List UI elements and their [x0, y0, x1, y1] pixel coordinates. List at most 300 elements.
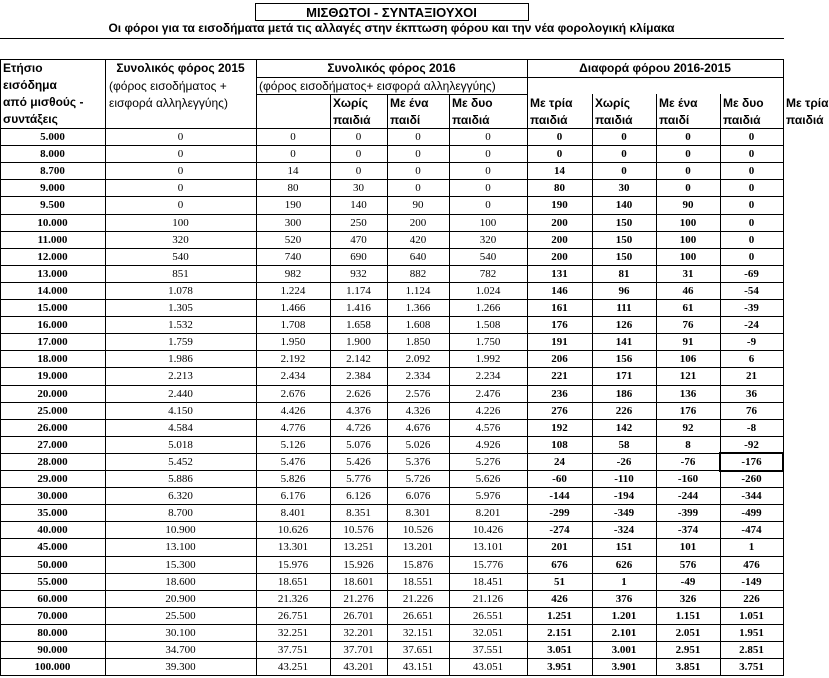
tax-diff-cell[interactable]: -260 — [741, 473, 762, 485]
tax-diff-cell[interactable]: 676 — [551, 558, 568, 571]
income-cell[interactable]: 9.000 — [40, 182, 65, 195]
tax-diff-cell[interactable]: -176 — [741, 455, 762, 468]
tax-2016-cell[interactable]: 0 — [355, 131, 362, 143]
tax-2016-cell[interactable]: 0 — [355, 148, 362, 161]
tax-diff-cell[interactable]: 0 — [748, 165, 755, 178]
tax-2016-cell[interactable]: 10.426 — [472, 524, 504, 537]
tax-2016-cell[interactable]: 5.076 — [346, 438, 371, 451]
tax-2015-cell[interactable]: 0 — [177, 165, 184, 178]
tax-diff-cell[interactable]: -324 — [613, 524, 635, 537]
tax-diff-cell[interactable]: 221 — [551, 370, 568, 383]
tax-diff-cell[interactable]: 0 — [685, 182, 691, 195]
tax-diff-cell[interactable]: 142 — [615, 421, 633, 434]
tax-2016-cell[interactable]: 26.701 — [343, 609, 374, 622]
tax-2016-cell[interactable]: 8.401 — [280, 507, 306, 520]
tax-diff-cell[interactable]: 3.751 — [739, 661, 764, 674]
tax-2016-cell[interactable]: 21.326 — [277, 592, 309, 605]
tax-2016-cell[interactable]: 15.976 — [277, 558, 309, 571]
tax-2016-cell[interactable]: 4.926 — [475, 438, 501, 451]
tax-2016-cell[interactable]: 8.301 — [405, 507, 431, 520]
tax-2016-cell[interactable]: 200 — [409, 216, 427, 229]
income-cell[interactable]: 26.000 — [37, 421, 68, 434]
tax-2016-cell[interactable]: 4.776 — [280, 421, 306, 434]
tax-2015-cell[interactable]: 540 — [172, 250, 189, 263]
tax-diff-cell[interactable]: 0 — [685, 165, 691, 178]
tax-diff-cell[interactable]: 80 — [554, 182, 565, 195]
tax-2016-cell[interactable]: 6.126 — [346, 490, 371, 503]
tax-2016-cell[interactable]: 0 — [355, 165, 362, 178]
tax-2015-cell[interactable]: 0 — [177, 182, 184, 195]
tax-2015-cell[interactable]: 1.986 — [168, 353, 193, 366]
tax-2016-cell[interactable]: 100 — [479, 216, 497, 229]
tax-2015-cell[interactable]: 39.300 — [165, 661, 196, 674]
tax-2016-cell[interactable]: 5.126 — [280, 438, 306, 451]
tax-diff-cell[interactable]: 1 — [748, 541, 755, 554]
tax-2016-cell[interactable]: 0 — [485, 131, 491, 143]
income-cell[interactable]: 50.000 — [37, 558, 68, 571]
tax-2016-cell[interactable]: 1.658 — [346, 319, 371, 332]
tax-2015-cell[interactable]: 25.500 — [165, 609, 196, 622]
tax-diff-cell[interactable]: 2.151 — [547, 626, 572, 639]
tax-diff-cell[interactable]: -374 — [677, 524, 699, 537]
tax-diff-cell[interactable]: 146 — [551, 284, 568, 297]
tax-diff-cell[interactable]: 376 — [615, 592, 633, 605]
tax-diff-cell[interactable]: 176 — [679, 404, 697, 417]
tax-2016-cell[interactable]: 5.726 — [405, 473, 431, 485]
tax-2016-cell[interactable]: 0 — [485, 165, 491, 178]
tax-2016-cell[interactable]: 10.526 — [402, 524, 434, 537]
tax-diff-cell[interactable]: -399 — [677, 507, 699, 520]
income-cell[interactable]: 80.000 — [37, 626, 68, 639]
tax-2016-cell[interactable]: 37.551 — [472, 644, 504, 656]
tax-diff-cell[interactable]: -344 — [741, 490, 762, 503]
tax-2016-cell[interactable]: 2.192 — [280, 353, 306, 366]
tax-2016-cell[interactable]: 21.276 — [343, 592, 374, 605]
tax-diff-cell[interactable]: 2.051 — [675, 626, 701, 639]
tax-2016-cell[interactable]: 14 — [287, 165, 299, 178]
tax-diff-cell[interactable]: 108 — [551, 438, 568, 451]
tax-2016-cell[interactable]: 4.726 — [346, 421, 371, 434]
tax-2016-cell[interactable]: 540 — [479, 250, 497, 263]
tax-diff-cell[interactable]: 3.951 — [547, 661, 572, 674]
tax-2016-cell[interactable]: 1.992 — [475, 353, 501, 366]
tax-diff-cell[interactable]: 131 — [551, 267, 568, 280]
tax-2016-cell[interactable]: 2.676 — [280, 387, 306, 400]
tax-2015-cell[interactable]: 13.100 — [165, 541, 196, 554]
tax-diff-cell[interactable]: -499 — [741, 507, 762, 520]
tax-diff-cell[interactable]: 0 — [748, 250, 755, 263]
tax-2016-cell[interactable]: 2.576 — [405, 387, 431, 400]
tax-2016-cell[interactable]: 6.076 — [405, 490, 431, 503]
tax-2016-cell[interactable]: 15.876 — [402, 558, 434, 571]
tax-2015-cell[interactable]: 5.886 — [168, 473, 193, 485]
tax-2016-cell[interactable]: 250 — [350, 216, 367, 229]
tax-2016-cell[interactable]: 0 — [415, 148, 421, 161]
tax-2016-cell[interactable]: 1.608 — [405, 319, 431, 332]
tax-2015-cell[interactable]: 15.300 — [165, 558, 196, 571]
income-cell[interactable]: 19.000 — [37, 370, 68, 383]
tax-diff-cell[interactable]: 100 — [679, 250, 697, 263]
tax-2016-cell[interactable]: 0 — [485, 148, 491, 161]
tax-diff-cell[interactable]: 0 — [556, 148, 563, 161]
tax-diff-cell[interactable]: 140 — [615, 199, 633, 212]
tax-diff-cell[interactable]: 176 — [551, 319, 568, 332]
tax-2016-cell[interactable]: 13.201 — [402, 541, 434, 554]
tax-diff-cell[interactable]: 226 — [743, 592, 760, 605]
tax-2016-cell[interactable]: 10.626 — [277, 524, 309, 537]
income-cell[interactable]: 40.000 — [37, 524, 68, 537]
tax-diff-cell[interactable]: 3.851 — [675, 661, 701, 674]
tax-diff-cell[interactable]: 3.051 — [547, 644, 572, 656]
tax-diff-cell[interactable]: -274 — [549, 524, 570, 537]
tax-2016-cell[interactable]: 32.251 — [277, 626, 309, 639]
tax-2016-cell[interactable]: 1.024 — [475, 284, 501, 297]
tax-2016-cell[interactable]: 1.850 — [405, 336, 431, 349]
income-cell[interactable]: 18.000 — [37, 353, 68, 366]
tax-diff-cell[interactable]: 0 — [685, 131, 691, 143]
tax-diff-cell[interactable]: -92 — [744, 438, 759, 451]
tax-diff-cell[interactable]: 326 — [679, 592, 697, 605]
tax-2016-cell[interactable]: 13.251 — [343, 541, 374, 554]
tax-diff-cell[interactable]: -299 — [549, 507, 570, 520]
tax-diff-cell[interactable]: 96 — [618, 284, 630, 297]
tax-2016-cell[interactable]: 2.434 — [280, 370, 306, 383]
tax-diff-cell[interactable]: 2.101 — [611, 626, 637, 639]
tax-2016-cell[interactable]: 18.601 — [343, 575, 374, 588]
income-cell[interactable]: 27.000 — [37, 438, 68, 451]
tax-2016-cell[interactable]: 2.384 — [346, 370, 371, 383]
tax-2016-cell[interactable]: 43.251 — [277, 661, 309, 674]
tax-diff-cell[interactable]: 0 — [748, 233, 755, 246]
tax-diff-cell[interactable]: 191 — [551, 336, 568, 349]
tax-diff-cell[interactable]: 200 — [551, 216, 568, 229]
tax-2016-cell[interactable]: 5.026 — [405, 438, 431, 451]
tax-2016-cell[interactable]: 882 — [409, 267, 427, 280]
tax-2016-cell[interactable]: 21.126 — [472, 592, 504, 605]
tax-2015-cell[interactable]: 1.759 — [168, 336, 193, 349]
tax-diff-cell[interactable]: 0 — [685, 148, 691, 161]
tax-diff-cell[interactable]: 201 — [551, 541, 568, 554]
tax-2016-cell[interactable]: 4.676 — [405, 421, 431, 434]
tax-2016-cell[interactable]: 15.776 — [472, 558, 504, 571]
tax-2016-cell[interactable]: 4.376 — [346, 404, 371, 417]
tax-diff-cell[interactable]: 100 — [679, 216, 697, 229]
tax-diff-cell[interactable]: 8 — [685, 438, 691, 451]
tax-diff-cell[interactable]: 0 — [748, 148, 755, 161]
tax-diff-cell[interactable]: 236 — [551, 387, 568, 400]
tax-2016-cell[interactable]: 1.466 — [280, 302, 306, 314]
tax-diff-cell[interactable]: 31 — [682, 267, 694, 280]
income-cell[interactable]: 14.000 — [37, 284, 68, 297]
tax-diff-cell[interactable]: 150 — [615, 250, 633, 263]
tax-2016-cell[interactable]: 140 — [350, 199, 367, 212]
tax-2016-cell[interactable]: 2.626 — [346, 387, 371, 400]
tax-2016-cell[interactable]: 6.176 — [280, 490, 306, 503]
tax-diff-cell[interactable]: 2.851 — [739, 644, 764, 656]
tax-2016-cell[interactable]: 2.142 — [346, 353, 371, 366]
income-cell[interactable]: 13.000 — [37, 267, 68, 280]
tax-2016-cell[interactable]: 10.576 — [343, 524, 374, 537]
tax-2015-cell[interactable]: 2.213 — [168, 370, 193, 383]
tax-2016-cell[interactable]: 18.451 — [472, 575, 504, 588]
tax-2016-cell[interactable]: 520 — [284, 233, 302, 246]
income-cell[interactable]: 11.000 — [37, 233, 68, 246]
tax-diff-cell[interactable]: 141 — [615, 336, 633, 349]
tax-2016-cell[interactable]: 782 — [479, 267, 497, 280]
tax-2016-cell[interactable]: 1.708 — [280, 319, 306, 332]
income-cell[interactable]: 25.000 — [37, 404, 68, 417]
tax-diff-cell[interactable]: 156 — [615, 353, 633, 366]
tax-diff-cell[interactable]: 0 — [621, 165, 627, 178]
tax-2016-cell[interactable]: 1.124 — [405, 284, 431, 297]
income-cell[interactable]: 17.000 — [37, 336, 68, 349]
tax-diff-cell[interactable]: 626 — [615, 558, 633, 571]
tax-diff-cell[interactable]: 192 — [551, 421, 568, 434]
tax-2016-cell[interactable]: 1.174 — [346, 284, 371, 297]
tax-2015-cell[interactable]: 0 — [177, 131, 184, 143]
tax-diff-cell[interactable]: 161 — [551, 302, 568, 314]
tax-diff-cell[interactable]: 200 — [551, 250, 568, 263]
tax-2016-cell[interactable]: 80 — [287, 182, 299, 195]
tax-2016-cell[interactable]: 1.266 — [475, 302, 501, 314]
tax-diff-cell[interactable]: 51 — [554, 575, 565, 588]
income-cell[interactable]: 8.000 — [40, 148, 65, 161]
tax-2016-cell[interactable]: 4.326 — [405, 404, 431, 417]
income-cell[interactable]: 8.700 — [40, 165, 65, 178]
tax-diff-cell[interactable]: 136 — [679, 387, 697, 400]
tax-diff-cell[interactable]: 0 — [748, 182, 755, 195]
tax-diff-cell[interactable]: 0 — [621, 148, 627, 161]
tax-diff-cell[interactable]: -474 — [741, 524, 762, 537]
income-cell[interactable]: 16.000 — [37, 319, 68, 332]
tax-diff-cell[interactable]: 190 — [551, 199, 568, 212]
income-cell[interactable]: 28.000 — [37, 455, 68, 468]
tax-2015-cell[interactable]: 10.900 — [165, 524, 196, 537]
tax-diff-cell[interactable]: -110 — [614, 473, 634, 485]
tax-2016-cell[interactable]: 13.101 — [472, 541, 504, 554]
income-cell[interactable]: 90.000 — [37, 644, 68, 656]
tax-diff-cell[interactable]: -54 — [744, 284, 759, 297]
tax-diff-cell[interactable]: -9 — [746, 336, 757, 349]
tax-diff-cell[interactable]: 186 — [615, 387, 633, 400]
tax-diff-cell[interactable]: -26 — [616, 455, 632, 468]
tax-diff-cell[interactable]: 151 — [615, 541, 633, 554]
tax-diff-cell[interactable]: -144 — [549, 490, 570, 503]
income-cell[interactable]: 60.000 — [37, 592, 68, 605]
income-cell[interactable]: 15.000 — [37, 302, 68, 314]
tax-2016-cell[interactable]: 37.701 — [343, 644, 374, 656]
tax-2016-cell[interactable]: 0 — [485, 182, 491, 195]
tax-2016-cell[interactable]: 1.950 — [280, 336, 306, 349]
tax-2016-cell[interactable]: 1.224 — [280, 284, 306, 297]
tax-2016-cell[interactable]: 982 — [284, 267, 302, 280]
tax-2015-cell[interactable]: 320 — [172, 233, 189, 246]
tax-diff-cell[interactable]: 111 — [616, 302, 632, 314]
tax-2016-cell[interactable]: 18.651 — [277, 575, 309, 588]
income-cell[interactable]: 45.000 — [37, 541, 68, 554]
tax-2016-cell[interactable]: 4.226 — [475, 404, 501, 417]
tax-2016-cell[interactable]: 420 — [409, 233, 427, 246]
tax-2016-cell[interactable]: 0 — [485, 199, 491, 212]
tax-2015-cell[interactable]: 0 — [177, 148, 184, 161]
tax-2015-cell[interactable]: 5.452 — [168, 455, 193, 468]
tax-2016-cell[interactable]: 5.426 — [346, 455, 371, 468]
income-cell[interactable]: 12.000 — [37, 250, 68, 263]
tax-2016-cell[interactable]: 26.551 — [472, 609, 504, 622]
tax-2016-cell[interactable]: 190 — [284, 199, 302, 212]
tax-diff-cell[interactable]: 101 — [679, 541, 697, 554]
tax-2016-cell[interactable]: 2.476 — [475, 387, 501, 400]
tax-2016-cell[interactable]: 932 — [350, 267, 367, 280]
income-cell[interactable]: 35.000 — [37, 507, 68, 520]
tax-2015-cell[interactable]: 851 — [172, 267, 189, 280]
tax-2016-cell[interactable]: 90 — [412, 199, 424, 212]
tax-2016-cell[interactable]: 18.551 — [402, 575, 434, 588]
tax-2016-cell[interactable]: 470 — [350, 233, 367, 246]
tax-diff-cell[interactable]: 3.901 — [611, 661, 637, 674]
tax-diff-cell[interactable]: 14 — [554, 165, 565, 178]
tax-diff-cell[interactable]: 126 — [615, 319, 633, 332]
tax-2015-cell[interactable]: 20.900 — [165, 592, 196, 605]
tax-diff-cell[interactable]: 100 — [679, 233, 697, 246]
tax-2016-cell[interactable]: 4.576 — [475, 421, 501, 434]
tax-diff-cell[interactable]: 1.201 — [611, 609, 637, 622]
tax-diff-cell[interactable]: 76 — [682, 319, 694, 332]
tax-2016-cell[interactable]: 5.626 — [475, 473, 501, 485]
tax-2016-cell[interactable]: 2.234 — [475, 370, 501, 383]
tax-2016-cell[interactable]: 32.151 — [402, 626, 434, 639]
income-cell[interactable]: 70.000 — [37, 609, 68, 622]
tax-diff-cell[interactable]: 476 — [743, 558, 760, 571]
tax-diff-cell[interactable]: 46 — [682, 284, 694, 297]
tax-diff-cell[interactable]: -194 — [613, 490, 635, 503]
tax-2016-cell[interactable]: 1.750 — [475, 336, 501, 349]
tax-diff-cell[interactable]: 1.951 — [739, 626, 764, 639]
tax-diff-cell[interactable]: 3.001 — [611, 644, 637, 656]
tax-diff-cell[interactable]: -349 — [613, 507, 635, 520]
tax-2016-cell[interactable]: 4.426 — [280, 404, 306, 417]
tax-diff-cell[interactable]: 36 — [746, 387, 757, 400]
tax-2015-cell[interactable]: 34.700 — [165, 644, 196, 656]
income-cell[interactable]: 10.000 — [37, 216, 68, 229]
tax-diff-cell[interactable]: 6 — [748, 353, 755, 366]
tax-diff-cell[interactable]: 1.151 — [675, 609, 701, 622]
tax-diff-cell[interactable]: 1 — [621, 575, 627, 588]
income-cell[interactable]: 30.000 — [37, 490, 68, 503]
tax-diff-cell[interactable]: 0 — [621, 131, 627, 143]
tax-diff-cell[interactable]: -76 — [680, 455, 696, 468]
tax-diff-cell[interactable]: 276 — [551, 404, 568, 417]
tax-diff-cell[interactable]: -49 — [680, 575, 696, 588]
tax-2015-cell[interactable]: 4.584 — [168, 421, 193, 434]
tax-2016-cell[interactable]: 37.751 — [277, 644, 309, 656]
income-cell[interactable]: 5.000 — [40, 131, 65, 143]
tax-2016-cell[interactable]: 0 — [415, 165, 421, 178]
tax-2016-cell[interactable]: 0 — [290, 131, 296, 143]
tax-2016-cell[interactable]: 21.226 — [402, 592, 434, 605]
tax-2016-cell[interactable]: 690 — [350, 250, 367, 263]
tax-2016-cell[interactable]: 5.976 — [475, 490, 501, 503]
tax-diff-cell[interactable]: 90 — [682, 199, 694, 212]
tax-2015-cell[interactable]: 1.532 — [168, 319, 193, 332]
tax-diff-cell[interactable]: 81 — [618, 267, 630, 280]
tax-diff-cell[interactable]: 200 — [551, 233, 568, 246]
tax-diff-cell[interactable]: 226 — [615, 404, 633, 417]
tax-diff-cell[interactable]: -60 — [552, 473, 567, 485]
tax-diff-cell[interactable]: -8 — [746, 421, 757, 434]
tax-diff-cell[interactable]: 61 — [682, 302, 694, 314]
tax-2016-cell[interactable]: 5.776 — [346, 473, 371, 485]
tax-diff-cell[interactable]: 58 — [618, 438, 630, 451]
tax-diff-cell[interactable]: 0 — [556, 131, 563, 143]
tax-diff-cell[interactable]: 76 — [746, 404, 757, 417]
tax-diff-cell[interactable]: 426 — [551, 592, 568, 605]
tax-2016-cell[interactable]: 1.366 — [405, 302, 431, 314]
tax-diff-cell[interactable]: 171 — [615, 370, 633, 383]
income-cell[interactable]: 20.000 — [37, 387, 68, 400]
tax-2016-cell[interactable]: 37.651 — [402, 644, 434, 656]
tax-2016-cell[interactable]: 1.900 — [346, 336, 371, 349]
tax-diff-cell[interactable]: 0 — [748, 216, 755, 229]
tax-2016-cell[interactable]: 32.051 — [472, 626, 504, 639]
tax-2016-cell[interactable]: 740 — [284, 250, 302, 263]
tax-2016-cell[interactable]: 2.334 — [405, 370, 431, 383]
tax-2016-cell[interactable]: 5.376 — [405, 455, 431, 468]
tax-diff-cell[interactable]: 24 — [554, 455, 565, 468]
tax-diff-cell[interactable]: 1.251 — [547, 609, 572, 622]
tax-2016-cell[interactable]: 2.092 — [405, 353, 431, 366]
tax-diff-cell[interactable]: 150 — [615, 233, 633, 246]
tax-2016-cell[interactable]: 30 — [353, 182, 364, 195]
tax-diff-cell[interactable]: -244 — [677, 490, 699, 503]
tax-2016-cell[interactable]: 640 — [409, 250, 427, 263]
income-cell[interactable]: 100.000 — [34, 661, 71, 674]
tax-diff-cell[interactable]: 92 — [682, 421, 694, 434]
tax-diff-cell[interactable]: -39 — [744, 302, 759, 314]
income-cell[interactable]: 55.000 — [37, 575, 68, 588]
tax-diff-cell[interactable]: 206 — [551, 353, 568, 366]
tax-2015-cell[interactable]: 100 — [172, 216, 189, 229]
tax-2016-cell[interactable]: 15.926 — [343, 558, 374, 571]
tax-2016-cell[interactable]: 0 — [415, 182, 421, 195]
tax-2016-cell[interactable]: 8.201 — [475, 507, 501, 520]
tax-2016-cell[interactable]: 0 — [415, 131, 421, 143]
tax-2016-cell[interactable]: 8.351 — [346, 507, 371, 520]
tax-diff-cell[interactable]: 150 — [615, 216, 633, 229]
tax-2016-cell[interactable]: 5.826 — [280, 473, 306, 485]
tax-2016-cell[interactable]: 43.201 — [343, 661, 374, 674]
tax-diff-cell[interactable]: -160 — [677, 473, 699, 485]
tax-2016-cell[interactable]: 43.051 — [472, 661, 504, 674]
tax-diff-cell[interactable]: 121 — [679, 370, 697, 383]
tax-2016-cell[interactable]: 26.751 — [277, 609, 309, 622]
tax-2016-cell[interactable]: 13.301 — [277, 541, 309, 554]
tax-2016-cell[interactable]: 1.508 — [475, 319, 501, 332]
tax-2016-cell[interactable]: 0 — [290, 148, 296, 161]
tax-2015-cell[interactable]: 6.320 — [168, 490, 193, 503]
tax-2015-cell[interactable]: 1.305 — [168, 302, 193, 314]
tax-2015-cell[interactable]: 1.078 — [168, 284, 193, 297]
tax-2015-cell[interactable]: 2.440 — [168, 387, 193, 400]
tax-2015-cell[interactable]: 0 — [177, 199, 184, 212]
tax-2016-cell[interactable]: 1.416 — [346, 302, 371, 314]
tax-2016-cell[interactable]: 26.651 — [402, 609, 434, 622]
tax-2016-cell[interactable]: 5.276 — [475, 455, 501, 468]
tax-diff-cell[interactable]: -149 — [741, 575, 762, 588]
tax-diff-cell[interactable]: 30 — [618, 182, 630, 195]
tax-2015-cell[interactable]: 4.150 — [168, 404, 193, 417]
tax-diff-cell[interactable]: 106 — [679, 353, 697, 366]
